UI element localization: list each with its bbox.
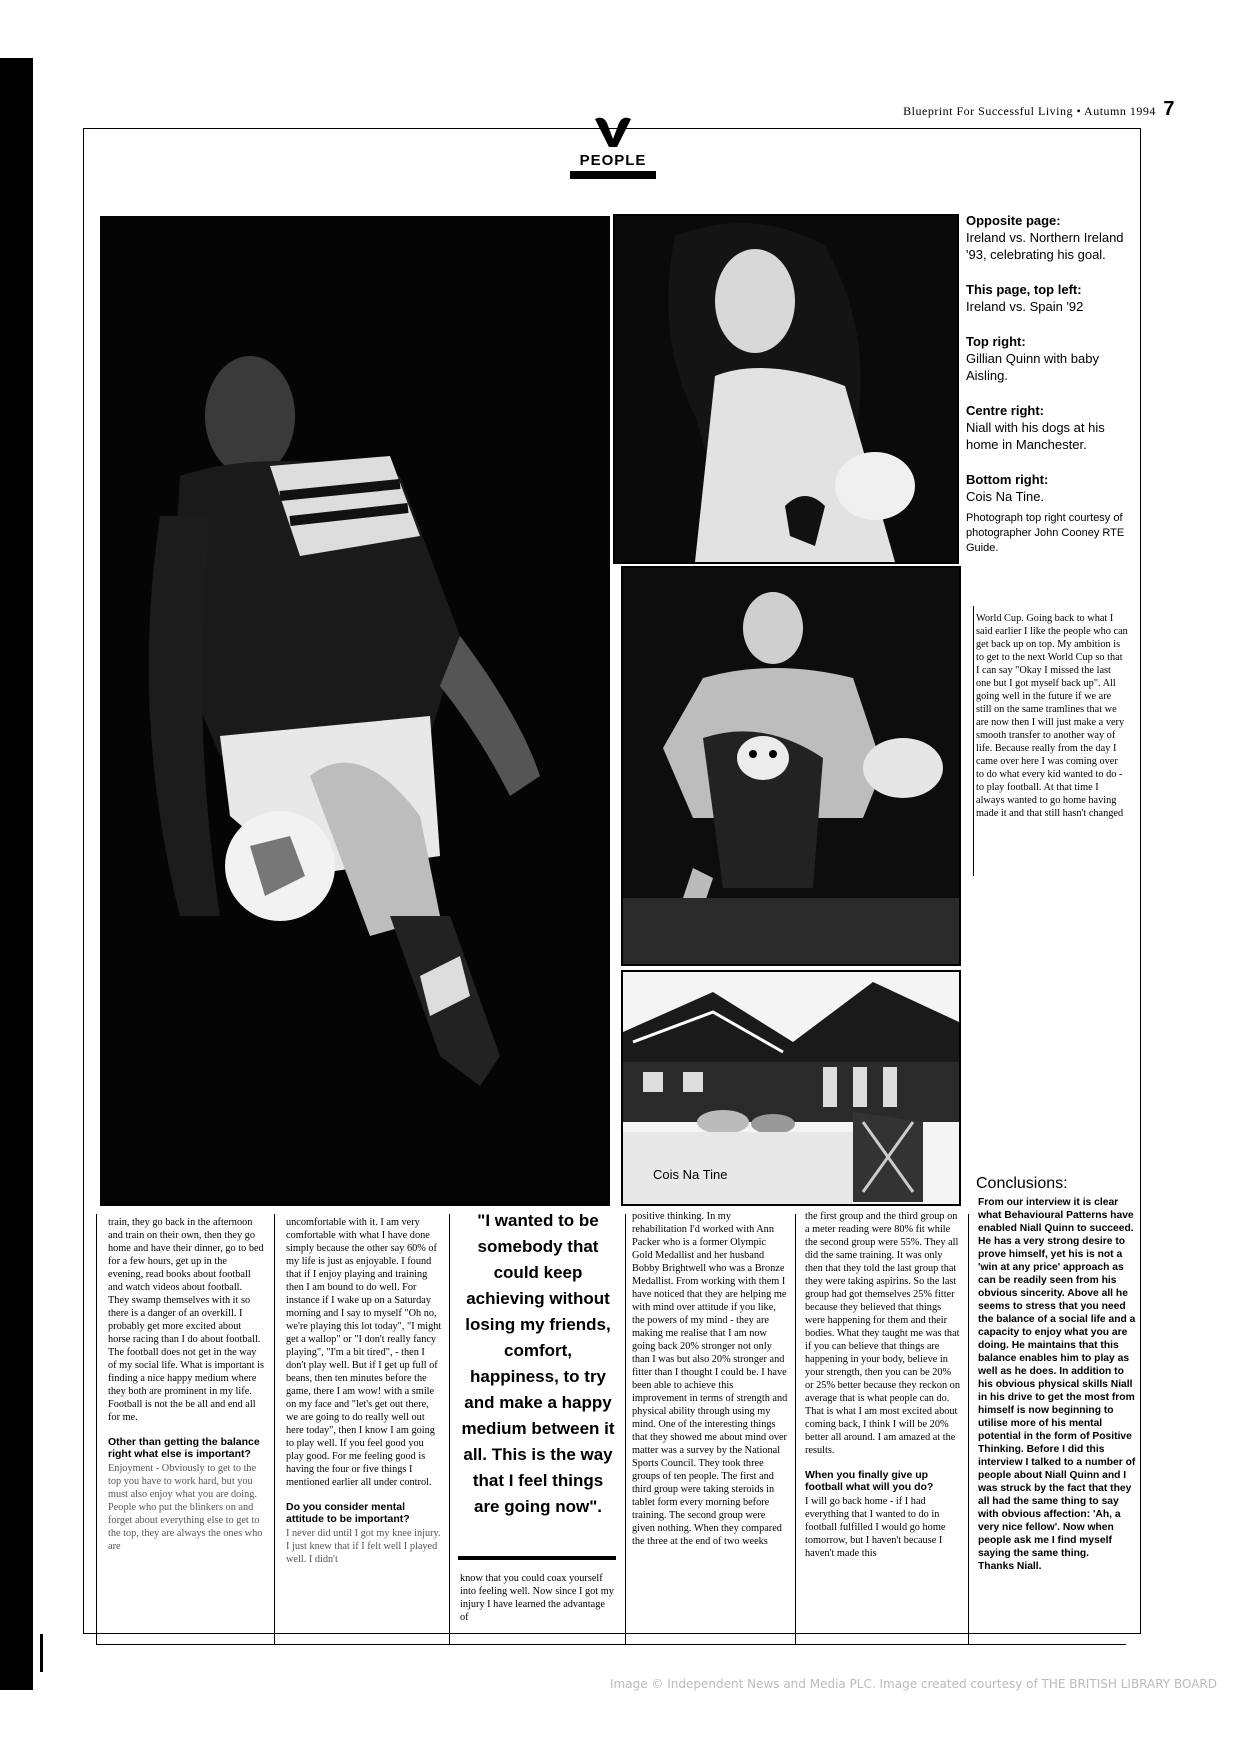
column-2 [286, 1216, 442, 1566]
image-credit-footer: Image © Independent News and Media PLC. Image created courtesy of THE BRITISH LIBRARY BOARD [610, 1677, 1217, 1691]
page-number: 7 [1163, 98, 1175, 120]
paragraph: positive thinking. In my rehabilitation I'd worked with Ann Packer who is a former Olympic Gold Medallist and her husband Bobby Brightwell who was a Bronze Medallist. From working with them I have noticed that they are helping me with mind over attitude if you like, the powers of my mind - they are making me realise that I am now going back 20% stronger not only than I was but also 20% stronger and fitter than I thought I could be. I have been able to achieve this improvement in terms of strength and physical ability through using my mind. One of the interesting things that they showed me about mind over matter was a survey by the National Sports Council. They took three groups of ten people. The first and third group were taking steroids in tablet form every morning before training. The second group were given nothing. When they compared the three at the end of two weeks [632, 1211, 788, 1547]
paragraph: train, they go back in the afternoon and train on their own, then they go home and have their dinner, go to bed for a few hours, get up in the evening, read books about football and watch videos about football. They swamp themselves with it so there is a danger of an overkill. I probably get more excited about horse racing than I do about football. The football does not get in the way of my social life. What is important is finding a nice happy medium where they both are prominent in my life. Football is not the be all and end all for me. [108, 1217, 264, 1423]
caption-centre-right [966, 402, 1126, 453]
caption-body: Ireland vs. Northern Ireland '93, celebrating his goal. [966, 230, 1124, 262]
caption-title: Centre right: [966, 403, 1044, 418]
column-rule [274, 1214, 275, 1644]
scan-edge-bar [0, 58, 33, 1690]
photo-credit: Photograph top right courtesy of photographer John Cooney RTE Guide. [966, 512, 1125, 554]
caption-body: Gillian Quinn with baby Aisling. [966, 351, 1099, 383]
paragraph: I will go back home - if I had everything that I wanted to do in football fulfilled I would go home tomorrow, but I haven't because I haven't made this [805, 1496, 946, 1559]
column-1 [108, 1216, 264, 1553]
right-column-text: World Cup. Going back to what I said earlier I like the people who can get back up on top. My ambition is to get to the next World Cup so that I can say "Okay I missed the last one but I got myself back up". All going well in the future if we are still on the same tramlines that we are now then I will just make a very smooth transfer to another way of life. Because really from the day I came over here I was coming over to do what every kid wanted to do - to play football. At that time I always wanted to go home having made it and that still hasn't changed [976, 613, 1128, 819]
section-bar [570, 171, 656, 179]
pull-quote: "I wanted to be somebody that could keep achieving without losing my friends, comfort, happiness, to try and make a happy medium between it all. This is the way that I feel things are going now". [461, 1211, 615, 1516]
photo-caption: Cois Na Tine [653, 1167, 728, 1182]
main-photo-footballer [100, 216, 610, 1206]
caption-title: Top right: [966, 334, 1026, 349]
caption-opposite-page [966, 212, 1126, 263]
caption-title: Opposite page: [966, 213, 1061, 228]
photo-cois-na-tine [621, 970, 961, 1206]
interview-question: Do you consider mental attitude to be important? [286, 1501, 410, 1525]
column-rule [625, 1214, 626, 1644]
caption-body: Ireland vs. Spain '92 [966, 299, 1084, 314]
caption-body: Cois Na Tine. [966, 489, 1045, 504]
column-5 [805, 1210, 961, 1560]
conclusions-body: From our interview it is clear what Behavioural Patterns have enabled Niall Quinn to succeed. He has a very strong desire to prove himself, yet his is not a 'win at any price' approach as can be readily seen from his obvious sincerity. Above all he seems to stress that you need the balance of a social life and a capacity to enjoy what you are doing. He maintains that this balance enables him to play as well as he does. In addition to his obvious physical skills Niall in his drive to get the most from himself is now beginning to utilise more of his mental potential in the form of Positive Thinking. Before I did this interview I talked to a number of people about Niall Quinn and I was struck by the fact that they all had the same thing to say with obvious affection: 'Ah, a very nice fellow'. Now when people ask me I find myself saying the same thing. [978, 1197, 1136, 1559]
conclusions-heading: Conclusions: [976, 1175, 1068, 1192]
pull-quote-rule [458, 1556, 616, 1560]
column-rule [96, 1214, 97, 1644]
photo-gillian-quinn [613, 214, 959, 564]
section-label: PEOPLE [579, 152, 647, 169]
caption-top-right [966, 333, 1126, 384]
paragraph: the first group and the third group on a meter reading were 80% fit while the second group were 55%. They all did the same training. It was only then that they told the last group that they were taking aspirins. So the last group had got themselves 25% fitter because they believed that things were happening for them and their bodies. What they taught me was that if you can believe that things are happening in your body, believe in your strength, then you can be 20% or 25% better because they reckon on average that is what people can do. That is what I am most excited about coming back, I think I will be 20% better all around. I am amazed at the results. [805, 1211, 960, 1456]
column-rule [449, 1214, 450, 1644]
paragraph: I never did until I got my knee injury. I just knew that if I felt well I played well. I didn't [286, 1528, 441, 1565]
scan-mark [40, 1634, 43, 1672]
interview-question: Other than getting the balance right what else is important? [108, 1436, 260, 1460]
caption-title: Bottom right: [966, 472, 1049, 487]
column-rule [968, 1214, 969, 1644]
section-logo [570, 113, 656, 179]
column-3-tail: know that you could coax yourself into feeling well. Now since I got my injury I have learned the advantage of [460, 1573, 614, 1623]
paragraph: Enjoyment - Obviously to get to the top you have to work hard, but you must also enjoy what you are doing. People who put the blinkers on and forget about everything else to get to the top, they are always the ones who are [108, 1463, 263, 1552]
running-header [903, 98, 1175, 121]
column-rule [973, 606, 974, 876]
photo-captions [966, 212, 1126, 556]
bottom-rule [96, 1644, 1126, 1645]
running-title: Blueprint For Successful Living • Autumn 1994 [903, 104, 1156, 118]
interview-question: When you finally give up football what will you do? [805, 1469, 934, 1493]
conclusions-signoff: Thanks Niall. [978, 1561, 1042, 1572]
v-logo-icon [591, 113, 635, 149]
photo-niall-with-dogs [621, 566, 961, 966]
caption-top-left [966, 281, 1126, 315]
conclusions-text [978, 1196, 1136, 1573]
column-4 [632, 1210, 788, 1548]
caption-body: Niall with his dogs at his home in Manchester. [966, 420, 1105, 452]
column-rule [795, 1214, 796, 1644]
caption-title: This page, top left: [966, 282, 1082, 297]
caption-bottom-right [966, 471, 1126, 505]
paragraph: uncomfortable with it. I am very comfortable with what I have done simply because the other say 60% of my life is just as enjoyable. I found that if I enjoy playing and training then I am bound to do well. For instance if I wake up on a Saturday morning and I say to myself "Oh no, we're playing this lot today", "I might get a wallop" or "I don't really fancy playing", "I'm a bit tired", - then I don't play well. But if I get up full of beans, then ten minutes before the game, there I am wow! with a smile on my face and "let's get out there, we are going to do really well out here today", then I know I am going to play well. If you feel good you play good. For me feeling good is having the four or five things I mentioned earlier all under control. [286, 1217, 442, 1488]
